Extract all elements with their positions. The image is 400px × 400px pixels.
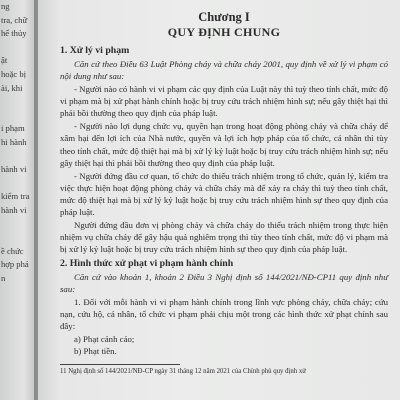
previous-page-fragment — [0, 218, 34, 232]
section-2-list-item: b) Phạt tiền. — [74, 346, 117, 357]
section-2-paragraph: 1. Đối với mỗi hành vi vi phạm hành chính trong lĩnh vực phòng cháy, chữa cháy; cứu nạn, cứu hộ, cá nhân, tổ chức vi phạm phải chịu một trong các hình thức xử phạt chính sau đây: — [60, 296, 388, 332]
previous-page-fragment: hi hành — [1, 136, 27, 147]
previous-page-fragment — [0, 231, 34, 245]
page-content — [60, 10, 388, 376]
previous-page-fragment: ề chức — [1, 245, 24, 256]
previous-page-fragment: ài, khi — [1, 82, 23, 93]
section-1-paragraph: - Người nào có hành vi vi phạm các quy định của Luật này thì tuỳ theo tính chất, mức độ vi phạm mà bị xử phạt hành chính hoặc bị truy cứu trách nhiệm hình sự; nếu gây thiệt hại thì phải bồi thường theo quy định của pháp luật. — [60, 84, 388, 119]
previous-page-fragment: n — [1, 272, 6, 283]
footnote: 11 Nghị định số 144/2021/NĐ-CP ngày 31 tháng 12 năm 2021 của Chính phủ quy định xử — [60, 368, 306, 376]
section-2-heading: 2. Hình thức xử phạt vi phạm hành chính — [60, 257, 234, 269]
previous-page-fragment: tra, chữ — [1, 14, 28, 25]
previous-page-edge — [0, 0, 34, 400]
previous-page-fragment: kiểm tra — [1, 191, 30, 202]
previous-page-fragment: hợp phá — [1, 259, 29, 270]
previous-page-fragment: hành vi — [1, 204, 27, 215]
section-1-paragraph: - Người đứng đầu cơ quan, tổ chức do thiếu trách nhiệm trong tổ chức, quản lý, kiểm tra việc thực hiện hoạt động phòng cháy và chữa cháy mà để xảy ra cháy thì tuỳ theo tính chất, mức độ thiệt hại mà bị xử lý kỷ luật hoặc bị truy cứu trách nhiệm hình sự theo quy định của pháp luật. — [60, 170, 388, 218]
previous-page-fragment: hành vi — [1, 164, 27, 175]
section-2-list-item: a) Phạt cảnh cáo; — [74, 333, 135, 344]
previous-page-fragment: hể thủy — [1, 28, 27, 39]
previous-page-fragment — [0, 95, 34, 109]
previous-page-fragment — [0, 109, 34, 123]
previous-page-fragment — [0, 340, 34, 354]
section-1-basis: Căn cứ theo Điều 63 Luật Phòng cháy và chữa cháy 2001, quy định về xử lý vi phạm có nội dung như sau: — [60, 59, 388, 82]
previous-page-fragment: ng — [1, 1, 10, 11]
section-2-basis: Căn cứ vào khoản 1, khoản 2 Điều 3 Nghị định số 144/2021/NĐ-CP11 quy định như sau: — [60, 271, 388, 294]
previous-page-fragment — [0, 41, 34, 55]
previous-page-fragment — [0, 150, 34, 164]
section-1-heading: 1. Xử lý vi phạm — [60, 45, 130, 56]
chapter-title: QUY ĐỊNH CHUNG — [167, 25, 281, 39]
previous-page-fragment — [0, 313, 34, 327]
previous-page-fragment: i phạm — [1, 123, 25, 134]
previous-page-fragment — [0, 177, 34, 191]
previous-page-fragment — [0, 394, 34, 400]
previous-page-fragment: ật — [1, 55, 8, 66]
previous-page-fragment: hoặc bị — [1, 68, 27, 79]
previous-page-fragment — [0, 381, 34, 395]
section-1-paragraph: - Người nào lợi dụng chức vụ, quyền hạn trong hoạt động phòng cháy và chữa cháy để xâm hại đến lợi ích của Nhà nước, quyền và lợi ích hợp pháp của tổ chức, cá nhân thì tùy theo tính chất, mức độ thiệt hại mà bị xử lý kỷ luật hoặc bị truy cứu trách nhiệm hình sự; nếu gây thiệt hại thì phải bồi thường theo quy định của pháp luật. — [60, 121, 388, 168]
previous-page-fragment — [0, 367, 34, 381]
previous-page-fragment — [0, 353, 34, 367]
section-1-paragraph: Người đứng đầu đơn vị phòng cháy và chữa cháy do thiếu trách nhiệm trong thực hiện nhiệm vụ chữa cháy để gây hậu quả nghiêm trọng thì tùy theo tính chất, mức độ vi phạm mà bị xử lý kỷ luật hoặc bị truy cứu trách nhiệm hình sự theo quy định của pháp luật. — [60, 220, 388, 255]
previous-page-fragment — [0, 326, 34, 340]
footnote-divider — [60, 364, 180, 365]
book-page — [38, 0, 400, 400]
previous-page-fragment — [0, 299, 34, 313]
previous-page-fragment — [0, 285, 34, 299]
chapter-label: Chương I — [198, 10, 250, 24]
